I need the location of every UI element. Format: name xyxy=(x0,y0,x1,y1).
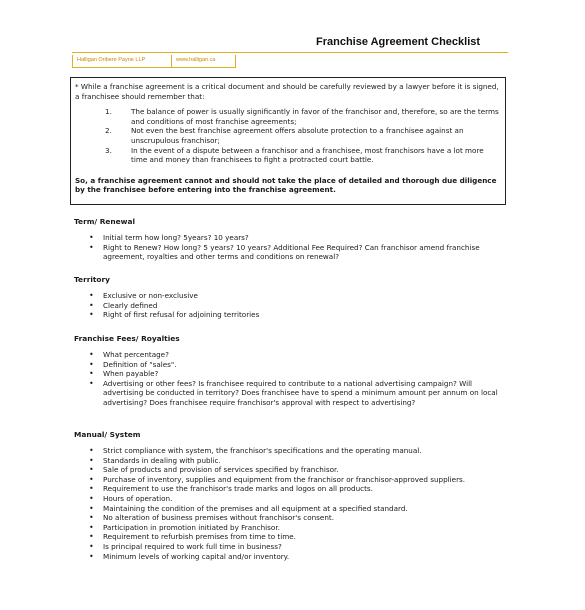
intro-list-item xyxy=(75,126,501,145)
bullet-icon: • xyxy=(89,291,94,300)
section-heading: Franchise Fees/ Royalties xyxy=(74,334,180,343)
section-fees-royalties xyxy=(74,334,503,408)
list-item-text: Hours of operation. xyxy=(103,493,173,503)
list-item xyxy=(74,291,503,301)
list-item xyxy=(74,233,503,243)
bullet-icon: • xyxy=(89,532,94,542)
list-item xyxy=(74,552,503,562)
bullet-icon: • xyxy=(89,378,94,388)
bullet-icon: • xyxy=(89,350,94,359)
list-item-text: What percentage? xyxy=(103,350,169,359)
bullet-icon: • xyxy=(89,300,94,310)
bullet-list xyxy=(74,291,503,320)
list-item-text: When payable? xyxy=(103,369,159,379)
item-text: In the event of a dispute between a franchisor and a franchisee, most franchisors have a lot more time and money than franchisees to fight a protracted court battle. xyxy=(131,145,484,165)
list-item-text: Right of first refusal for adjoining territories xyxy=(103,310,260,320)
list-item-text: Requirement to refurbish premises from time to time. xyxy=(103,532,296,542)
list-item xyxy=(74,504,503,514)
section-heading: Territory xyxy=(74,275,110,284)
bullet-icon: • xyxy=(89,359,94,369)
intro-list-item xyxy=(75,107,501,126)
section-territory xyxy=(74,275,503,320)
list-item-text: No alteration of business premises without franchisor's consent. xyxy=(103,513,334,523)
firm-name-tab: Halligan Oribere Payne LLP xyxy=(72,55,172,68)
section-heading: Manual/ System xyxy=(74,430,141,439)
list-item xyxy=(74,369,503,379)
list-item xyxy=(74,513,503,523)
list-item xyxy=(74,484,503,494)
list-item xyxy=(74,494,503,504)
list-item-text: Sale of products and provision of services specified by franchisor. xyxy=(103,465,339,475)
bullet-icon: • xyxy=(89,369,94,379)
list-item-text: Right to Renew? How long? 5 years? 10 years? Additional Fee Required? Can franchisor amend franchise agreement, royalties and other terms and conditions on renewal? xyxy=(103,242,480,262)
bullet-icon: • xyxy=(89,513,94,523)
bullet-icon: • xyxy=(89,503,94,513)
list-item-text: Is principal required to work full time in business? xyxy=(103,541,282,551)
list-item xyxy=(74,465,503,475)
intro-lead: * While a franchise agreement is a critical document and should be carefully reviewed by a lawyer before it is signed, a franchisee should remember that: xyxy=(75,82,499,101)
list-item xyxy=(74,542,503,552)
bullet-icon: • xyxy=(89,551,94,561)
bullet-icon: • xyxy=(89,242,94,252)
list-item xyxy=(74,360,503,370)
list-item xyxy=(74,350,503,360)
website-tab: www.halligan.ca xyxy=(171,55,236,68)
bullet-icon: • xyxy=(89,541,94,551)
list-item-text: Standards in dealing with public. xyxy=(103,455,221,465)
list-item-text: Purchase of inventory, supplies and equipment from the franchisor or franchisor-approved suppliers. xyxy=(103,474,466,484)
item-number: 3. xyxy=(105,145,112,155)
list-item xyxy=(74,475,503,485)
bullet-icon: • xyxy=(89,474,94,484)
list-item-text: Maintaining the condition of the premises and all equipment at a specified standard. xyxy=(103,503,408,513)
header-rule xyxy=(72,52,508,53)
list-item-text: Participation in promotion initiated by Franchisor. xyxy=(103,522,280,532)
list-item xyxy=(74,310,503,320)
bullet-icon: • xyxy=(89,233,94,242)
list-item xyxy=(74,243,503,262)
intro-list-item xyxy=(75,146,501,165)
list-item-text: Exclusive or non-exclusive xyxy=(103,291,198,300)
list-item xyxy=(74,301,503,311)
intro-list xyxy=(75,107,501,165)
list-item xyxy=(74,379,503,408)
list-item-text: Strict compliance with system, the franchisor's specifications and the operating manual. xyxy=(103,446,422,455)
item-number: 1. xyxy=(105,107,112,117)
bullet-icon: • xyxy=(89,310,94,320)
bullet-icon: • xyxy=(89,465,94,475)
list-item-text: Initial term how long? 5years? 10 years? xyxy=(103,233,249,242)
bullet-list xyxy=(74,233,503,262)
list-item-text: Definition of "sales". xyxy=(103,359,177,369)
item-text: Not even the best franchise agreement offers absolute protection to a franchisee against an unscrupulous franchisor; xyxy=(131,126,464,145)
section-term-renewal xyxy=(74,217,503,262)
bullet-icon: • xyxy=(89,455,94,465)
item-number: 2. xyxy=(105,126,112,136)
bullet-list xyxy=(74,350,503,408)
item-text: The balance of power is usually significantly in favor of the franchisor and, therefore, so are the terms and conditions of most franchise agreements; xyxy=(131,107,499,126)
document-title: Franchise Agreement Checklist xyxy=(316,36,481,48)
bullet-icon: • xyxy=(89,522,94,532)
bullet-icon: • xyxy=(89,493,94,503)
list-item xyxy=(74,456,503,466)
list-item-text: Advertising or other fees? Is franchisee required to contribute to a national advertising campaign? Will advertising be conducted in territory? Does franchisee have to spend a minimum amount per annum on local advertising? Does franchisee require franchisor's approval with respect to advertising? xyxy=(103,378,498,407)
list-item xyxy=(74,523,503,533)
section-heading: Term/ Renewal xyxy=(74,217,136,226)
list-item xyxy=(74,446,503,456)
bullet-icon: • xyxy=(89,484,94,494)
list-item-text: Clearly defined xyxy=(103,300,158,310)
intro-box xyxy=(70,77,506,205)
bullet-icon: • xyxy=(89,446,94,455)
section-manual-system xyxy=(74,430,503,561)
list-item-text: Requirement to use the franchisor's trade marks and logos on all products. xyxy=(103,484,373,494)
bullet-list xyxy=(74,446,503,561)
list-item-text: Minimum levels of working capital and/or inventory. xyxy=(103,551,290,561)
list-item xyxy=(74,532,503,542)
intro-conclusion: So, a franchise agreement cannot and should not take the place of detailed and thorough due diligence by the franchisee before entering into the franchise agreement. xyxy=(75,175,497,195)
